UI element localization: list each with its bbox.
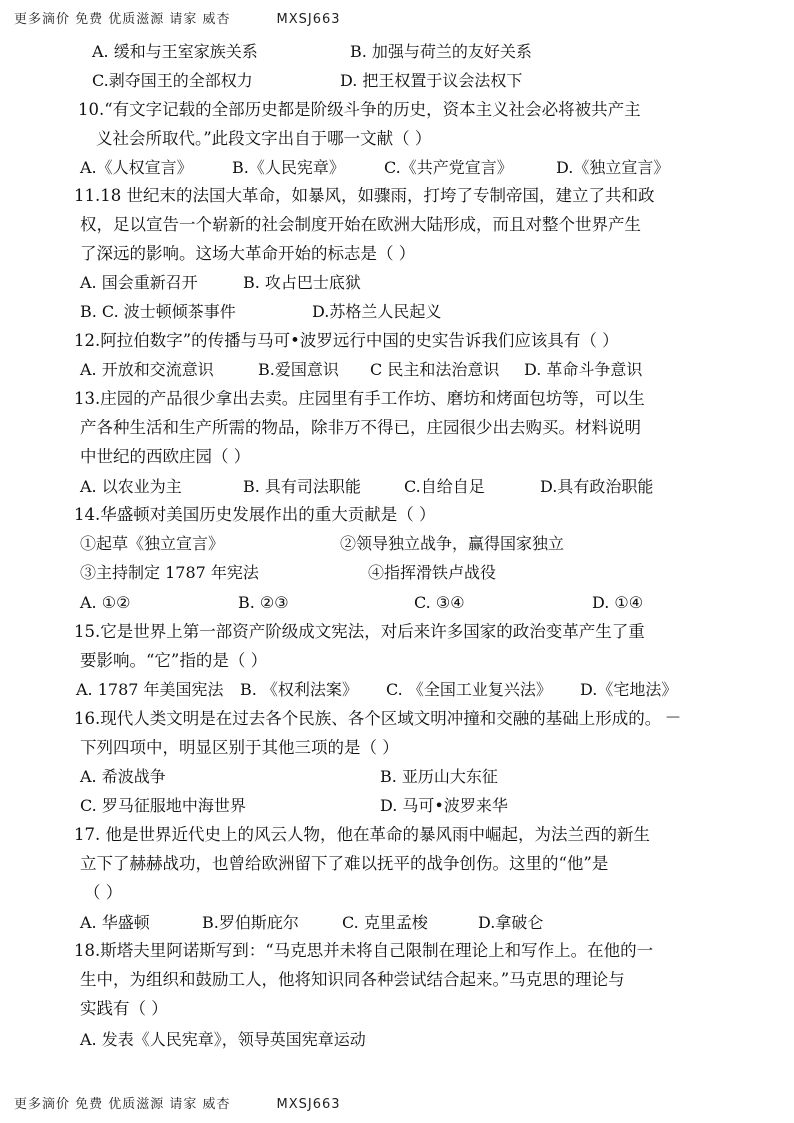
- q12-option-a: A. 开放和交流意识: [80, 360, 214, 379]
- q14-stem-line1: 14.华盛顿对美国历史发展作出的重大贡献是（ ）: [74, 505, 436, 524]
- q11-option-c: B. C. 波士顿倾茶事件: [80, 302, 236, 321]
- q11-stem-line2: 权，足以宣告一个崭新的社会制度开始在欧洲大陆形成，而且对整个世界产生: [80, 215, 641, 234]
- watermark-code: MXSJ663: [276, 1097, 341, 1112]
- q15-option-d: D.《宅地法》: [580, 680, 678, 699]
- q9-option-b: B. 加强与荷兰的友好关系: [350, 42, 532, 61]
- q13-stem-line2: 产各种生活和生产所需的物品，除非万不得已，庄园很少出去购买。材料说明: [80, 418, 641, 437]
- q17-stem-line3: （ ）: [84, 883, 123, 902]
- q16-option-c: C. 罗马征服地中海世界: [80, 796, 246, 815]
- q14-statement-1: ①起草《独立宣言》: [80, 534, 225, 553]
- q16-option-b: B. 亚历山大东征: [380, 767, 498, 786]
- q10-option-d: D.《独立宣言》: [556, 158, 670, 177]
- q10-option-c: C.《共产党宣言》: [384, 158, 513, 177]
- q11-option-a: A. 国会重新召开: [80, 273, 198, 292]
- q15-option-c: C. 《全国工业复兴法》: [386, 680, 552, 699]
- q12-stem-line1: 12.阿拉伯数字”的传播与马可•波罗远行中国的史实告诉我们应该具有（ ）: [74, 331, 619, 350]
- q16-option-d: D. 马可•波罗来华: [380, 796, 508, 815]
- q15-option-a: A. 1787 年美国宪法: [76, 680, 224, 699]
- q18-stem-line2: 生中，为组织和鼓励工人，他将知识同各种尝试结合起来。”马克思的理论与: [80, 970, 625, 989]
- watermark-code: MXSJ663: [276, 12, 341, 27]
- q11-stem-line3: 了深远的影响。这场大革命开始的标志是（ ）: [80, 244, 416, 263]
- q14-statement-2: ②领导独立战争，赢得国家独立: [340, 534, 565, 553]
- q17-stem-line1: 17. 他是世界近代史上的风云人物，他在革命的暴风雨中崛起，为法兰西的新生: [74, 825, 650, 844]
- q12-option-d: D. 革命斗争意识: [524, 360, 643, 379]
- q16-stem-line1: 16.现代人类文明是在过去各个民族、各个区域文明冲撞和交融的基础上形成的。: [74, 709, 662, 728]
- q13-option-a: A. 以农业为主: [80, 477, 182, 496]
- q15-option-b: B. 《权利法案》: [240, 680, 358, 699]
- watermark-text: 更多滴价 免费 优质滋源 请家 威杏: [14, 1097, 231, 1112]
- q16-stem-line2: 下列四项中，明显区别于其他三项的是（ ）: [80, 738, 399, 757]
- q11-option-b: B. 攻占巴士底狱: [243, 273, 361, 292]
- q14-option-c: C. ③④: [414, 593, 465, 612]
- footer-watermark: [14, 1093, 341, 1112]
- q9-option-a: A. 缓和与王室家族关系: [92, 42, 258, 61]
- q13-option-b: B. 具有司法职能: [243, 477, 361, 496]
- q16-margin-mark: —: [666, 709, 680, 725]
- q10-stem-line2: 义社会所取代。”此段文字出自于哪一文献（ ）: [96, 129, 432, 148]
- q18-stem-line3: 实践有（ ）: [80, 999, 168, 1018]
- q14-option-b: B. ②③: [238, 593, 289, 612]
- q12-option-c: C 民主和法治意识: [370, 360, 500, 379]
- q10-stem-line1: 10.“有文字记载的全部历史都是阶级斗争的历史，资本主义社会必将被共产主: [78, 100, 641, 119]
- q13-option-c: C.自给自足: [404, 477, 485, 496]
- q13-option-d: D.具有政治职能: [540, 477, 654, 496]
- q9-option-c: C.剥夺国王的全部权力: [92, 71, 253, 90]
- q17-option-b: B.罗伯斯庇尔: [202, 913, 299, 932]
- q17-option-a: A. 华盛顿: [80, 913, 150, 932]
- q14-statement-4: ④指挥滑铁卢战役: [368, 563, 497, 582]
- q17-stem-line2: 立下了赫赫战功，也曾给欧洲留下了难以抚平的战争创伤。这里的“他”是: [80, 854, 609, 873]
- q15-stem-line1: 15.它是世界上第一部资产阶级成文宪法，对后来许多国家的政治变革产生了重: [74, 622, 645, 641]
- q10-option-a: A.《人权宣言》: [80, 158, 193, 177]
- q13-stem-line3: 中世纪的西欧庄园（ ）: [80, 447, 251, 466]
- q16-option-a: A. 希波战争: [80, 767, 166, 786]
- q14-statement-3: ③主持制定 1787 年宪法: [80, 563, 259, 582]
- q18-option-a: A. 发表《人民宪章》，领导英国宪章运动: [80, 1030, 366, 1049]
- q17-option-d: D.拿破仑: [478, 913, 544, 932]
- q11-stem-line1: 11.18 世纪末的法国大革命，如暴风，如骤雨，打垮了专制帝国，建立了共和政: [74, 186, 655, 205]
- header-watermark: [14, 8, 341, 27]
- q9-option-d: D. 把王权置于议会法权下: [340, 71, 523, 90]
- q12-option-b: B.爱国意识: [258, 360, 339, 379]
- q14-option-d: D. ①④: [592, 593, 644, 612]
- q13-stem-line1: 13.庄园的产品很少拿出去卖。庄园里有手工作坊、磨坊和烤面包坊等，可以生: [74, 389, 645, 408]
- q15-stem-line2: 要影响。“它”指的是（ ）: [80, 651, 268, 670]
- q14-option-a: A. ①②: [80, 593, 131, 612]
- q11-option-d: D.苏格兰人民起义: [312, 302, 442, 321]
- watermark-text: 更多滴价 免费 优质滋源 请家 威杏: [14, 12, 231, 27]
- q17-option-c: C. 克里孟梭: [342, 913, 428, 932]
- q10-option-b: B.《人民宪章》: [232, 158, 345, 177]
- q18-stem-line1: 18.斯塔夫里阿诺斯写到：“马克思并未将自己限制在理论上和写作上。在他的一: [74, 941, 654, 960]
